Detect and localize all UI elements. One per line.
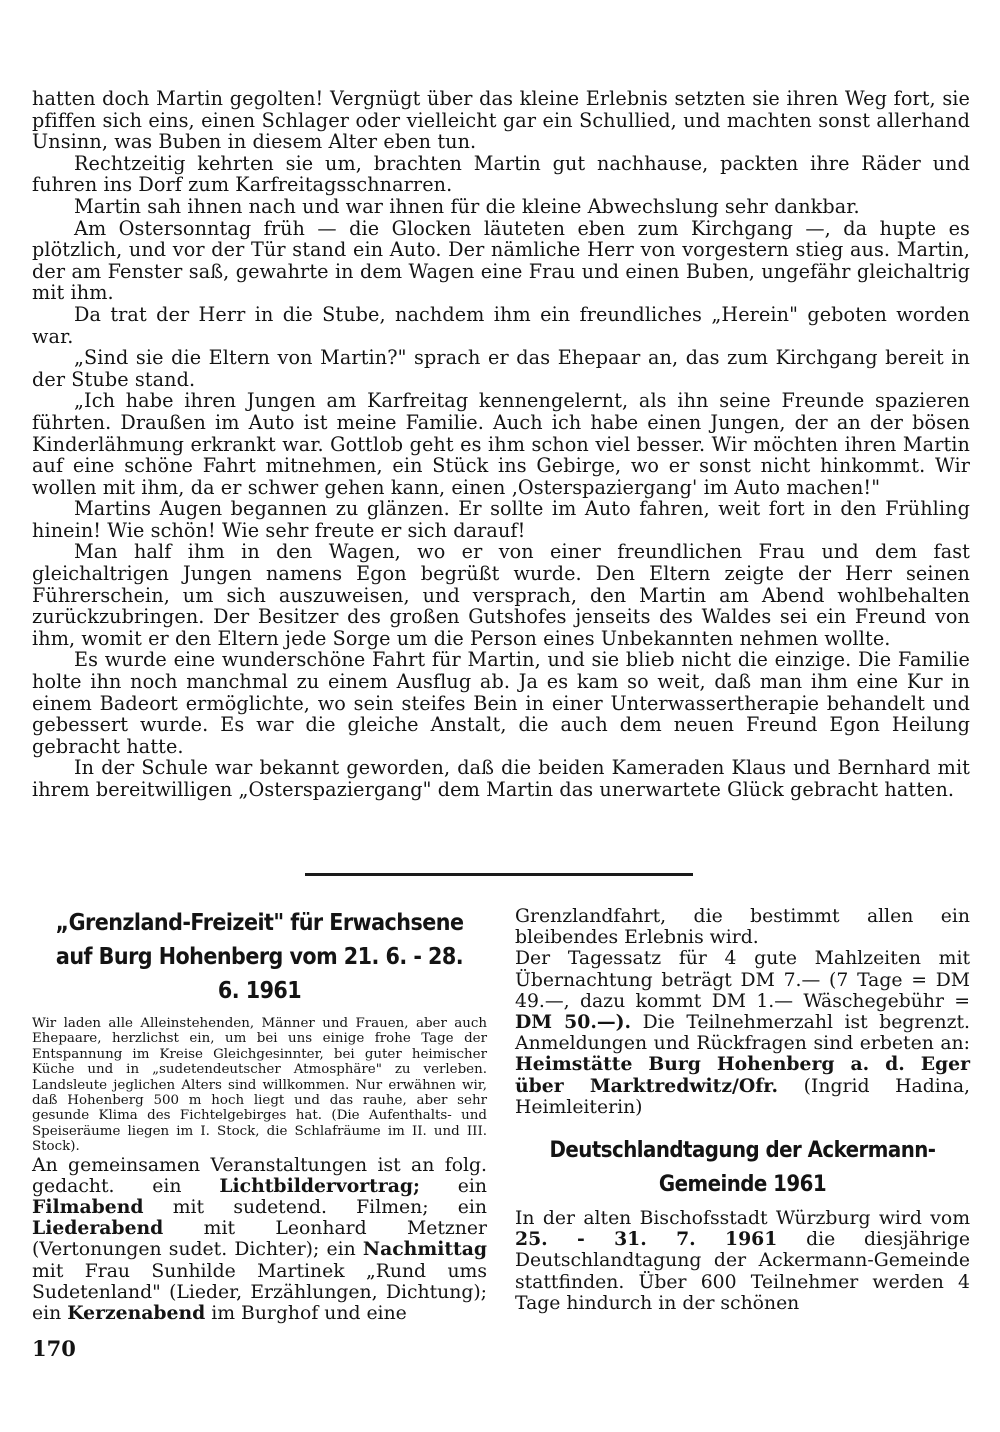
story-paragraph: Martin sah ihnen nach und war ihnen für die kleine Abwechslung sehr dankbar. — [74, 194, 860, 218]
article-grenzland-headline: „Grenzland-Freizeit" für Erwachsene auf Burg Hohenberg vom 21. 6. - 28. 6. 1961 — [55, 910, 464, 1004]
story-paragraph: Es wurde eine wunderschöne Fahrt für Martin, und sie blieb nicht die einzige. Die Familie holte ihn noch manchmal zu einem Ausflug ab. Ja es kam so weit, daß man ihm eine Kur in einem Badeort ermöglichte, wo sein steifes Bein in einer Unterwassertherapie behandelt und gebessert wurde. Es war die gleiche Anstalt, die auch dem neuen Freund Egon Heilung gebracht hatte. — [32, 648, 970, 758]
article-grenzland-events: An gemeinsamen Veranstaltungen ist an folg. gedacht. ein Lichtbildervortrag; ein Filmabend mit sudetend. Filmen; ein Liederabend mit Leonhard Metzner (Vertonungen sudet. Dichter); ein Nachmittag mit Frau Sunhilde Martinek „Rund ums Sudetenland" (Lieder, Erzählungen, Dichtung); ein Kerzenabend im Burghof und eine — [32, 1154, 487, 1325]
story-paragraph: Am Ostersonntag früh — die Glocken läuteten eben zum Kirchgang —, da hupte es plötzlich, und vor der Tür stand ein Auto. Der nämliche Herr von vorgestern stieg aus. Martin, der am Fenster saß, gewahrte in dem Wagen eine Frau und einen Buben, ungefähr gleichaltrig mit ihm. — [32, 216, 970, 305]
section-divider — [305, 873, 693, 876]
story-paragraph: Martins Augen begannen zu glänzen. Er sollte im Auto fahren, weit fort in den Frühling hinein! Wie schön! Wie sehr freute er sich darauf! — [32, 497, 970, 542]
story-paragraph: hatten doch Martin gegolten! Vergnügt über das kleine Erlebnis setzten sie ihren Weg fort, sie pfiffen sich eins, einen Schlager oder vielleicht gar ein Schullied, und machten sonst allerhand Unsinn, was Buben in diesem Alter eben tun. — [32, 87, 970, 154]
story-paragraph: Da trat der Herr in die Stube, nachdem ihm ein freundliches „Herein" geboten worden war. — [32, 302, 970, 348]
story-paragraph: Rechtzeitig kehrten sie um, brachten Martin gut nachhause, packten ihre Räder und fuhren ins Dorf zum Karfreitagsschnarren. — [32, 151, 970, 197]
page-number: 170 — [32, 1336, 76, 1361]
article-ackermann-text: In der alten Bischofsstadt Würzburg wird vom 25. - 31. 7. 1961 die diesjährige Deutschlandtagung der Ackermann-Gemeinde stattfinden. Über 600 Teilnehmer werden 4 Tage hindurch in der schönen — [515, 1208, 970, 1314]
story-continuation — [32, 88, 970, 801]
article-grenzland-intro: Wir laden alle Alleinstehenden, Männer und Frauen, aber auch Ehepaare, herzlichst ein, um bei uns einige frohe Tage der Entspannung im Kreise Gleichgesinnter, bei guter heimischer Küche und in „sudetendeutscher Atmosphäre" zu verleben. Landsleute jeglichen Alters sind willkommen. Nur erwähnen wir, daß Hohenberg 500 m hoch liegt und das rauhe, aber sehr gesunde Klima des Fichtelgebirges hat. (Die Aufenthalts- und Speiseräume liegen im I. Stock, die Schlafräume im II. und III. Stock). — [32, 1016, 487, 1155]
story-paragraph: In der Schule war bekannt geworden, daß die beiden Kameraden Klaus und Bernhard mit ihrem bereitwilligen „Osterspaziergang" dem Martin das unerwartete Glück gebracht hatten. — [32, 756, 970, 801]
article-grenzland-column — [32, 906, 487, 1324]
article-ackermann-headline: Deutschlandtagung der Ackermann-Gemeinde 1961 — [549, 1138, 936, 1198]
story-paragraph: „Sind sie die Eltern von Martin?" sprach er das Ehepaar an, das zum Kirchgang bereit in der Stube stand. — [32, 346, 970, 391]
article-right-column — [515, 906, 970, 1314]
article-grenzland-costs: Der Tagessatz für 4 gute Mahlzeiten mit Übernachtung beträgt DM 7.— (7 Tage = DM 49.—, dazu kommt DM 1.— Wäschegebühr = DM 50.—). Die Teilnehmerzahl ist begrenzt. Anmeldungen und Rückfragen sind erbeten an: Heimstätte Burg Hohenberg a. d. Eger über Marktredwitz/Ofr. (Ingrid Hadina, Heimleiterin) — [515, 948, 970, 1118]
article-grenzland-continuation: Grenzlandfahrt, die bestimmt allen ein bleibendes Erlebnis wird. — [515, 906, 970, 949]
story-paragraph: Man half ihm in den Wagen, wo er von einer freundlichen Frau und dem fast gleichaltrigen Jungen namens Egon begrüßt wurde. Den Eltern zeigte der Herr seinen Führerschein, um sich auszuweisen, und versprach, den Martin am Abend wohlbehalten zurückzubringen. Der Besitzer des großen Gutshofes jenseits des Waldes sei ein Freund von ihm, womit er den Eltern jede Sorge um die Person eines Unbekannten nehmen wollte. — [32, 540, 970, 650]
story-paragraph: „Ich habe ihren Jungen am Karfreitag kennengelernt, als ihn seine Freunde spazieren führten. Draußen im Auto ist meine Familie. Auch ich habe einen Jungen, der an der bösen Kinderlähmung erkrankt war. Gottlob geht es ihm schon viel besser. Wir möchten ihren Martin auf eine schöne Fahrt mitnehmen, ein Stück ins Gebirge, wo er sonst nicht hinkommt. Wir wollen mit ihm, da er schwer gehen kann, einen ‚Osterspaziergang' im Auto machen!" — [32, 389, 970, 499]
